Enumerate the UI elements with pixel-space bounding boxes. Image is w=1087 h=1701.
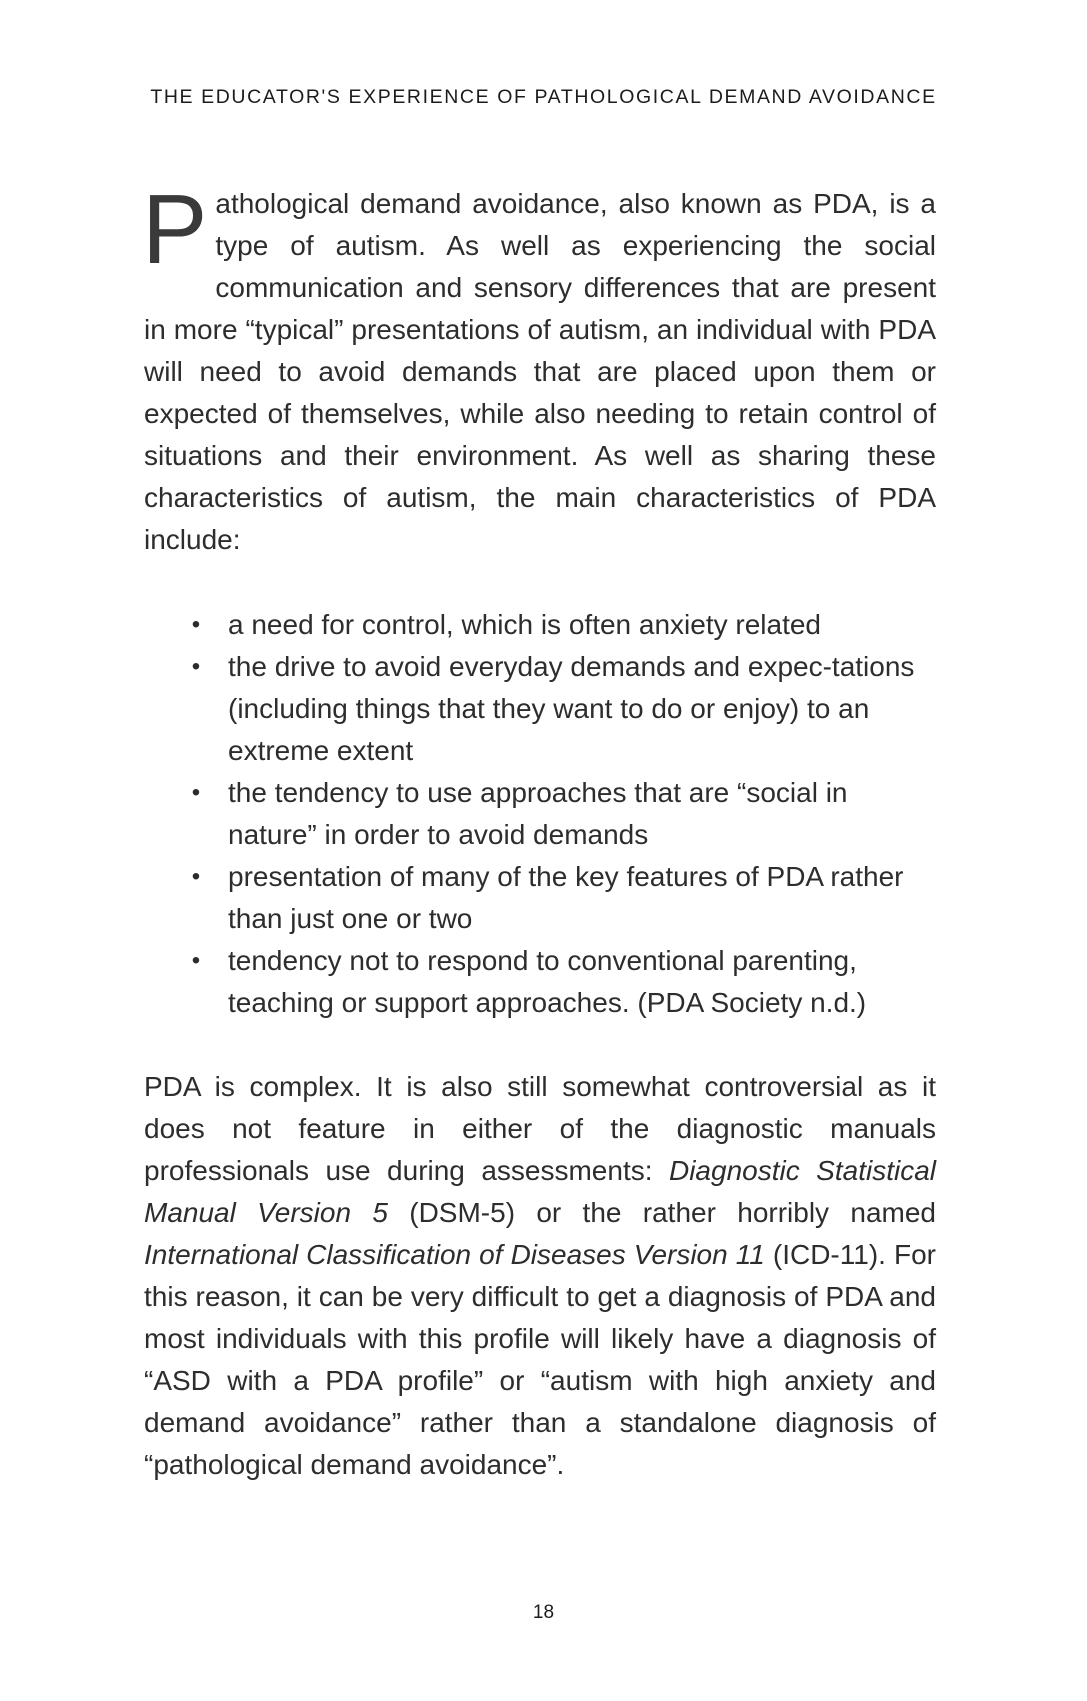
drop-cap: P	[142, 174, 208, 284]
page-number: 18	[532, 1602, 555, 1623]
bullet-icon: •	[191, 611, 201, 638]
list-item-text: the tendency to use approaches that are “social in nature” in order to avoid demands	[228, 777, 848, 850]
running-header: THE EDUCATOR'S EXPERIENCE OF PATHOLOGICAL DEMAND AVOIDANCE	[150, 86, 937, 108]
list-item-text: a need for control, which is often anxiety related	[228, 609, 822, 640]
bullet-icon: •	[191, 779, 201, 806]
list-item	[190, 604, 930, 646]
paragraph-text: (DSM-5) or the rather horribly named	[387, 1197, 936, 1228]
paragraph-text: PDA is complex. It is also still somewhat controversial as it does not feature in either of the diagnostic manuals professionals use during assessments:	[144, 1071, 936, 1186]
body-paragraph	[144, 1066, 936, 1486]
intro-text: athological demand avoidance, also known as PDA, is a type of autism. As well as experiencing the social communication and sensory differences that are present in more “typical” presentations of autism, an individual with PDA will need to avoid demands that are placed upon them or expected of themselves, while also needing to retain control of situations and their environment. As well as sharing these characteristics of autism, the main characteristics of PDA include:	[144, 188, 936, 555]
intro-paragraph	[142, 174, 936, 561]
bullet-icon: •	[191, 947, 201, 974]
list-item-text: tendency not to respond to conventional parenting, teaching or support approaches. (PDA Society n.d.)	[228, 945, 867, 1018]
list-item-text: presentation of many of the key features of PDA rather than just one or two	[228, 861, 904, 934]
paragraph-text: (ICD-11). For this reason, it can be very difficult to get a diagnosis of PDA and most individuals with this profile will likely have a diagnosis of “ASD with a PDA profile” or “autism with high anxiety and demand avoidance” rather than a standalone diagnosis of “pathological demand avoidance”.	[144, 1239, 936, 1480]
bullet-icon: •	[191, 653, 201, 680]
list-item-text: the drive to avoid everyday demands and expec-tations (including things that they want to do or enjoy) to an extreme extent	[228, 651, 915, 766]
list-item	[190, 856, 930, 940]
list-item	[190, 772, 930, 856]
list-item	[190, 646, 930, 772]
characteristics-list	[190, 604, 930, 1024]
icd-title: International Classification of Diseases Version 11	[144, 1239, 765, 1270]
dsm-title: Diagnostic Statistical Manual Version 5	[144, 1155, 936, 1228]
list-item	[190, 940, 930, 1024]
bullet-icon: •	[191, 863, 201, 890]
